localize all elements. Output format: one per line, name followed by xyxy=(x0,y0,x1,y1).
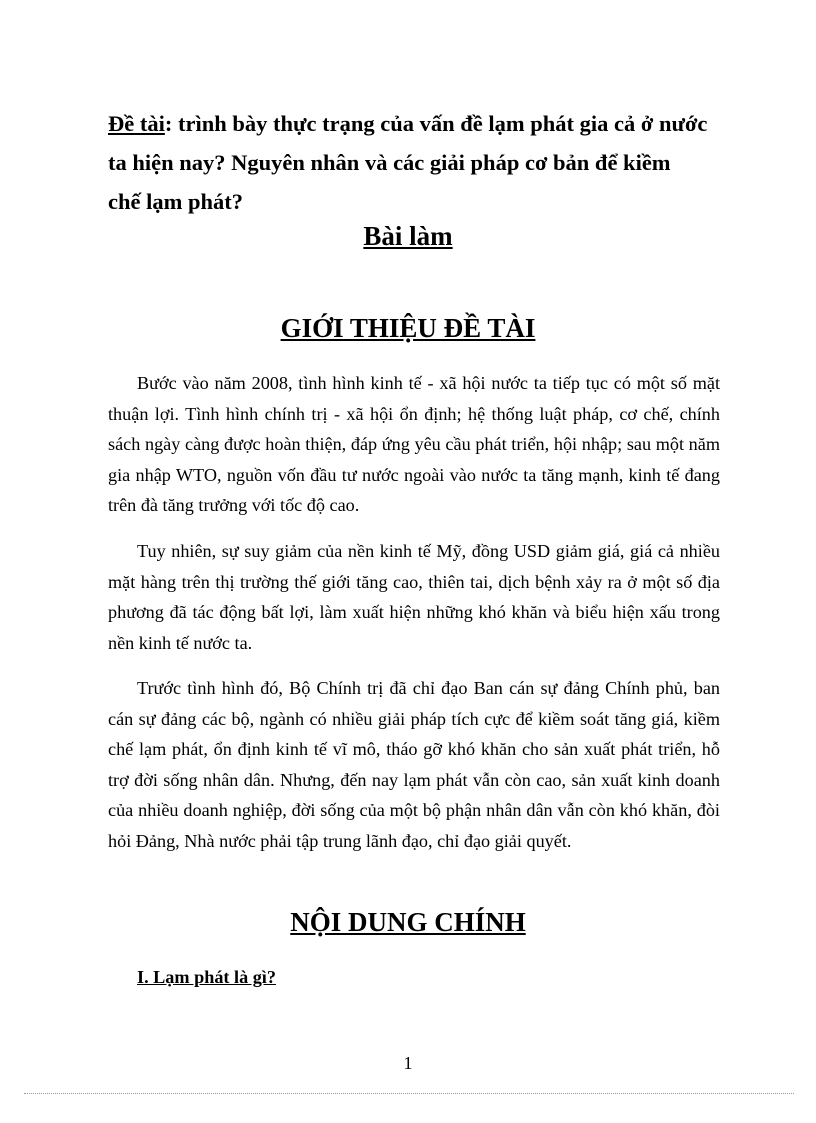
intro-heading: GIỚI THIỆU ĐỀ TÀI xyxy=(280,313,536,343)
intro-paragraph-3: Trước tình hình đó, Bộ Chính trị đã chỉ đạo Ban cán sự đảng Chính phủ, ban cán sự đảng các bộ, ngành có nhiều giải pháp tích cực để kiềm soát tăng giá, kiềm chế lạm phát, ổn định kinh tế vĩ mô, tháo gỡ khó khăn cho sản xuất phát triển, hỗ trợ đời sống nhân dân. Nhưng, đến nay lạm phát vẫn còn cao, sản xuất kinh doanh của nhiều doanh nghiệp, đời sống của một bộ phận nhân dân vẫn còn khó khăn, đòi hỏi Đảng, Nhà nước phải tập trung lãnh đạo, chỉ đạo giải quyết. xyxy=(108,678,720,851)
section-subheading: I. Lạm phát là gì? xyxy=(137,967,276,987)
page-bottom-divider xyxy=(24,1093,794,1094)
intro-paragraph-2: Tuy nhiên, sự suy giảm của nền kinh tế Mỹ, đồng USD giảm giá, giá cả nhiều mặt hàng trên thị trường thế giới tăng cao, thiên tai, dịch bệnh xảy ra ở một số địa phương đã tác động bất lợi, làm xuất hiện những khó khăn và biểu hiện xấu trong nền kinh tế nước ta. xyxy=(108,541,720,653)
main-heading: NỘI DUNG CHÍNH xyxy=(290,907,526,937)
topic-label: Đề tài xyxy=(108,111,165,136)
page-number: 1 xyxy=(403,1053,413,1073)
document-title: Bài làm xyxy=(363,221,453,251)
intro-paragraph-1: Bước vào năm 2008, tình hình kinh tế - xã hội nước ta tiếp tục có một số mặt thuận lợi. Tình hình chính trị - xã hội ổn định; hệ thống luật pháp, cơ chế, chính sách ngày càng được hoàn thiện, đáp ứng yêu cầu phát triển, hội nhập; sau một năm gia nhập WTO, nguồn vốn đầu tư nước ngoài vào nước ta tăng mạnh, kinh tế đang trên đà tăng trưởng với tốc độ cao. xyxy=(108,373,720,515)
topic-statement xyxy=(108,104,708,221)
topic-text: : trình bày thực trạng của vấn đề lạm phát gia cả ở nước ta hiện nay? Nguyên nhân và các giải pháp cơ bản để kiềm chế lạm phát? xyxy=(108,111,708,214)
